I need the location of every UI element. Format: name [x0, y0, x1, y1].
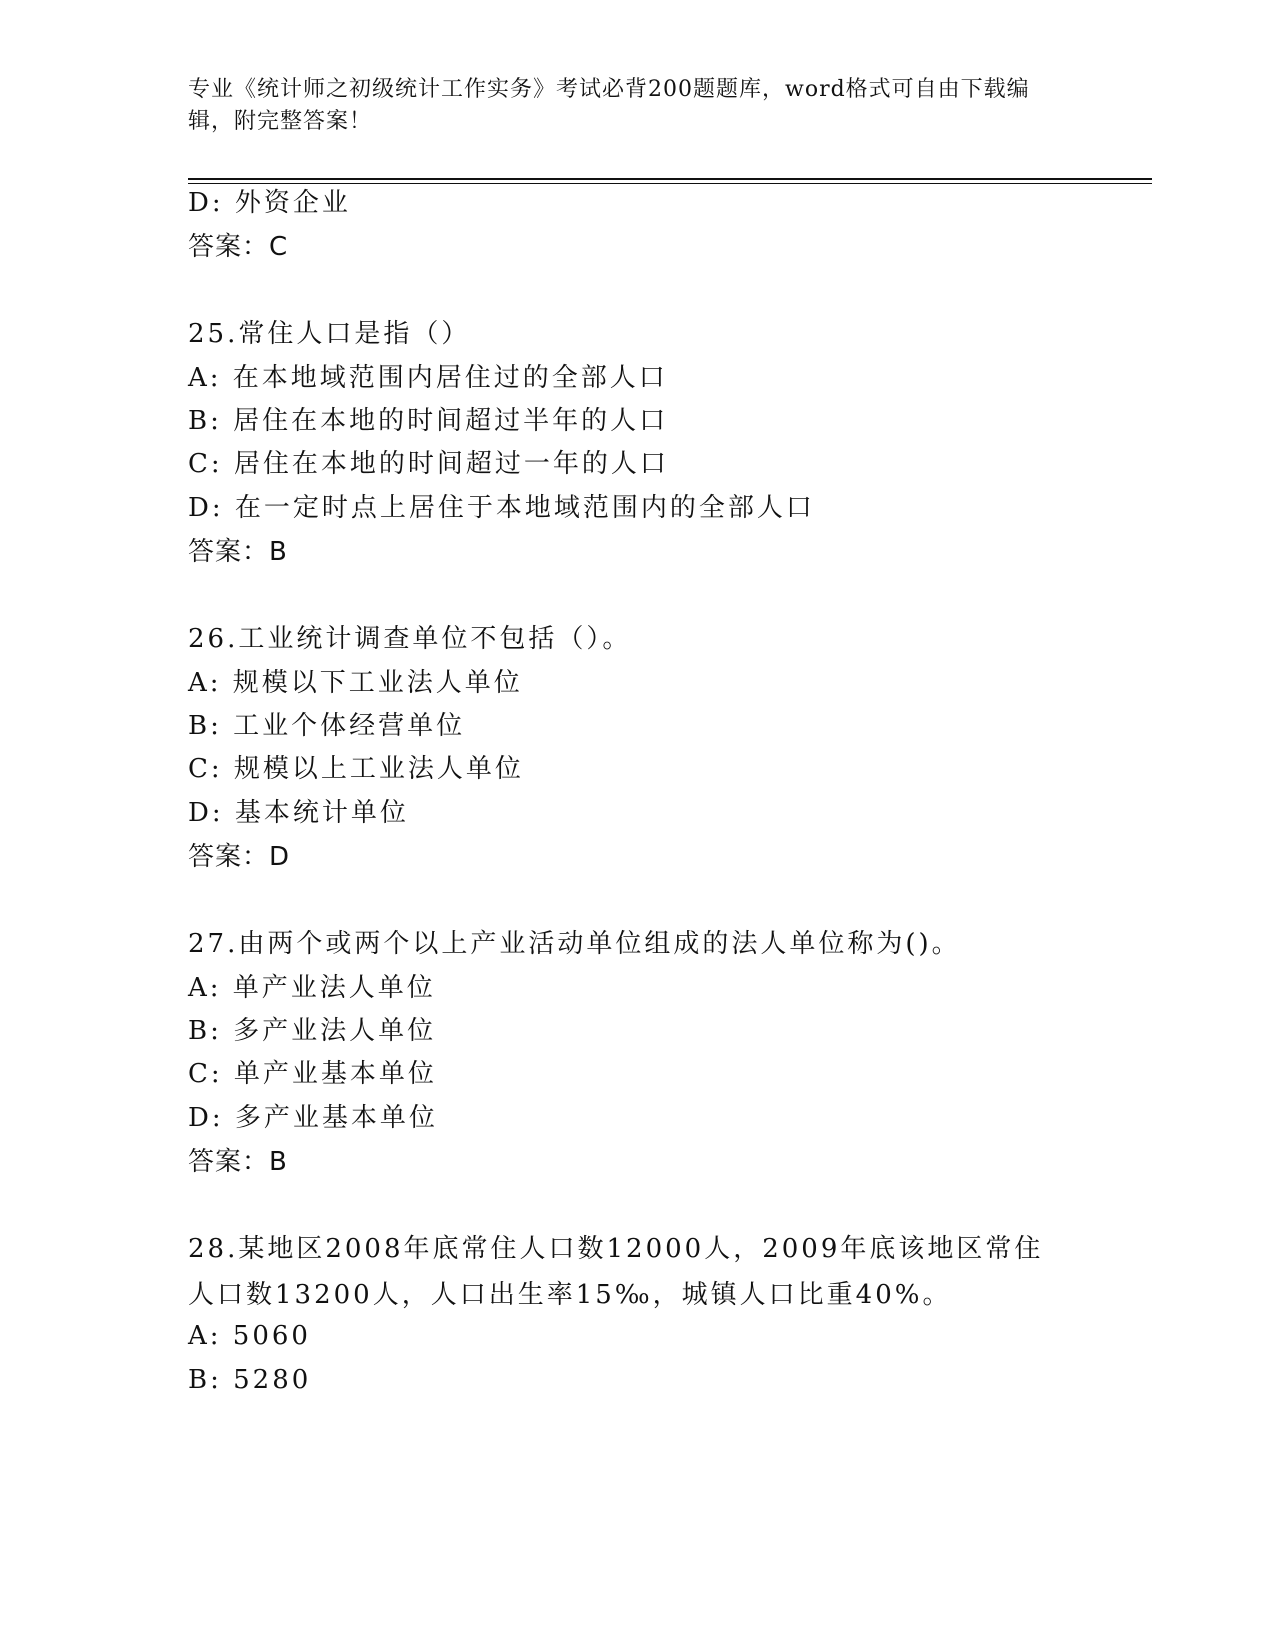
question-28: 28.某地区2008年底常住人口数12000人，2009年底该地区常住人口数13200人，人口出生率15‰，城镇人口比重40%。	[188, 1234, 1044, 1310]
option-27-a: A: 单产业法人单位	[188, 973, 436, 1003]
option-26-d: D: 基本统计单位	[188, 798, 409, 828]
option-25-a: A: 在本地域范围内居住过的全部人口	[188, 363, 668, 393]
answer-25: 答案：B	[188, 537, 288, 567]
option-27-c: C: 单产业基本单位	[188, 1059, 437, 1089]
option-25-c: C: 居住在本地的时间超过一年的人口	[188, 449, 669, 479]
question-27: 27.由两个或两个以上产业活动单位组成的法人单位称为()。	[188, 929, 961, 959]
option-27-b: B: 多产业法人单位	[188, 1016, 437, 1046]
document-header: 专业《统计师之初级统计工作实务》考试必背200题题库，word格式可自由下载编辑，附完整答案！	[188, 77, 1030, 134]
option-28-a: A: 5060	[188, 1321, 311, 1351]
option-25-b: B: 居住在本地的时间超过半年的人口	[188, 406, 669, 436]
option-26-c: C: 规模以上工业法人单位	[188, 754, 524, 784]
answer-26: 答案：D	[188, 842, 291, 872]
question-26: 26.工业统计调查单位不包括（）。	[188, 624, 632, 654]
option-25-d: D: 在一定时点上居住于本地域范围内的全部人口	[188, 493, 815, 523]
option-24-d: D: 外资企业	[188, 188, 351, 218]
answer-24: 答案：C	[188, 232, 289, 262]
header-rule-thick	[188, 178, 1152, 180]
question-25: 25.常住人口是指（）	[188, 319, 471, 349]
option-27-d: D: 多产业基本单位	[188, 1103, 438, 1133]
option-26-a: A: 规模以下工业法人单位	[188, 668, 523, 698]
option-26-b: B: 工业个体经营单位	[188, 711, 466, 741]
answer-27: 答案：B	[188, 1147, 288, 1177]
header-rule-thin	[188, 183, 1152, 184]
option-28-b: B: 5280	[188, 1365, 312, 1395]
